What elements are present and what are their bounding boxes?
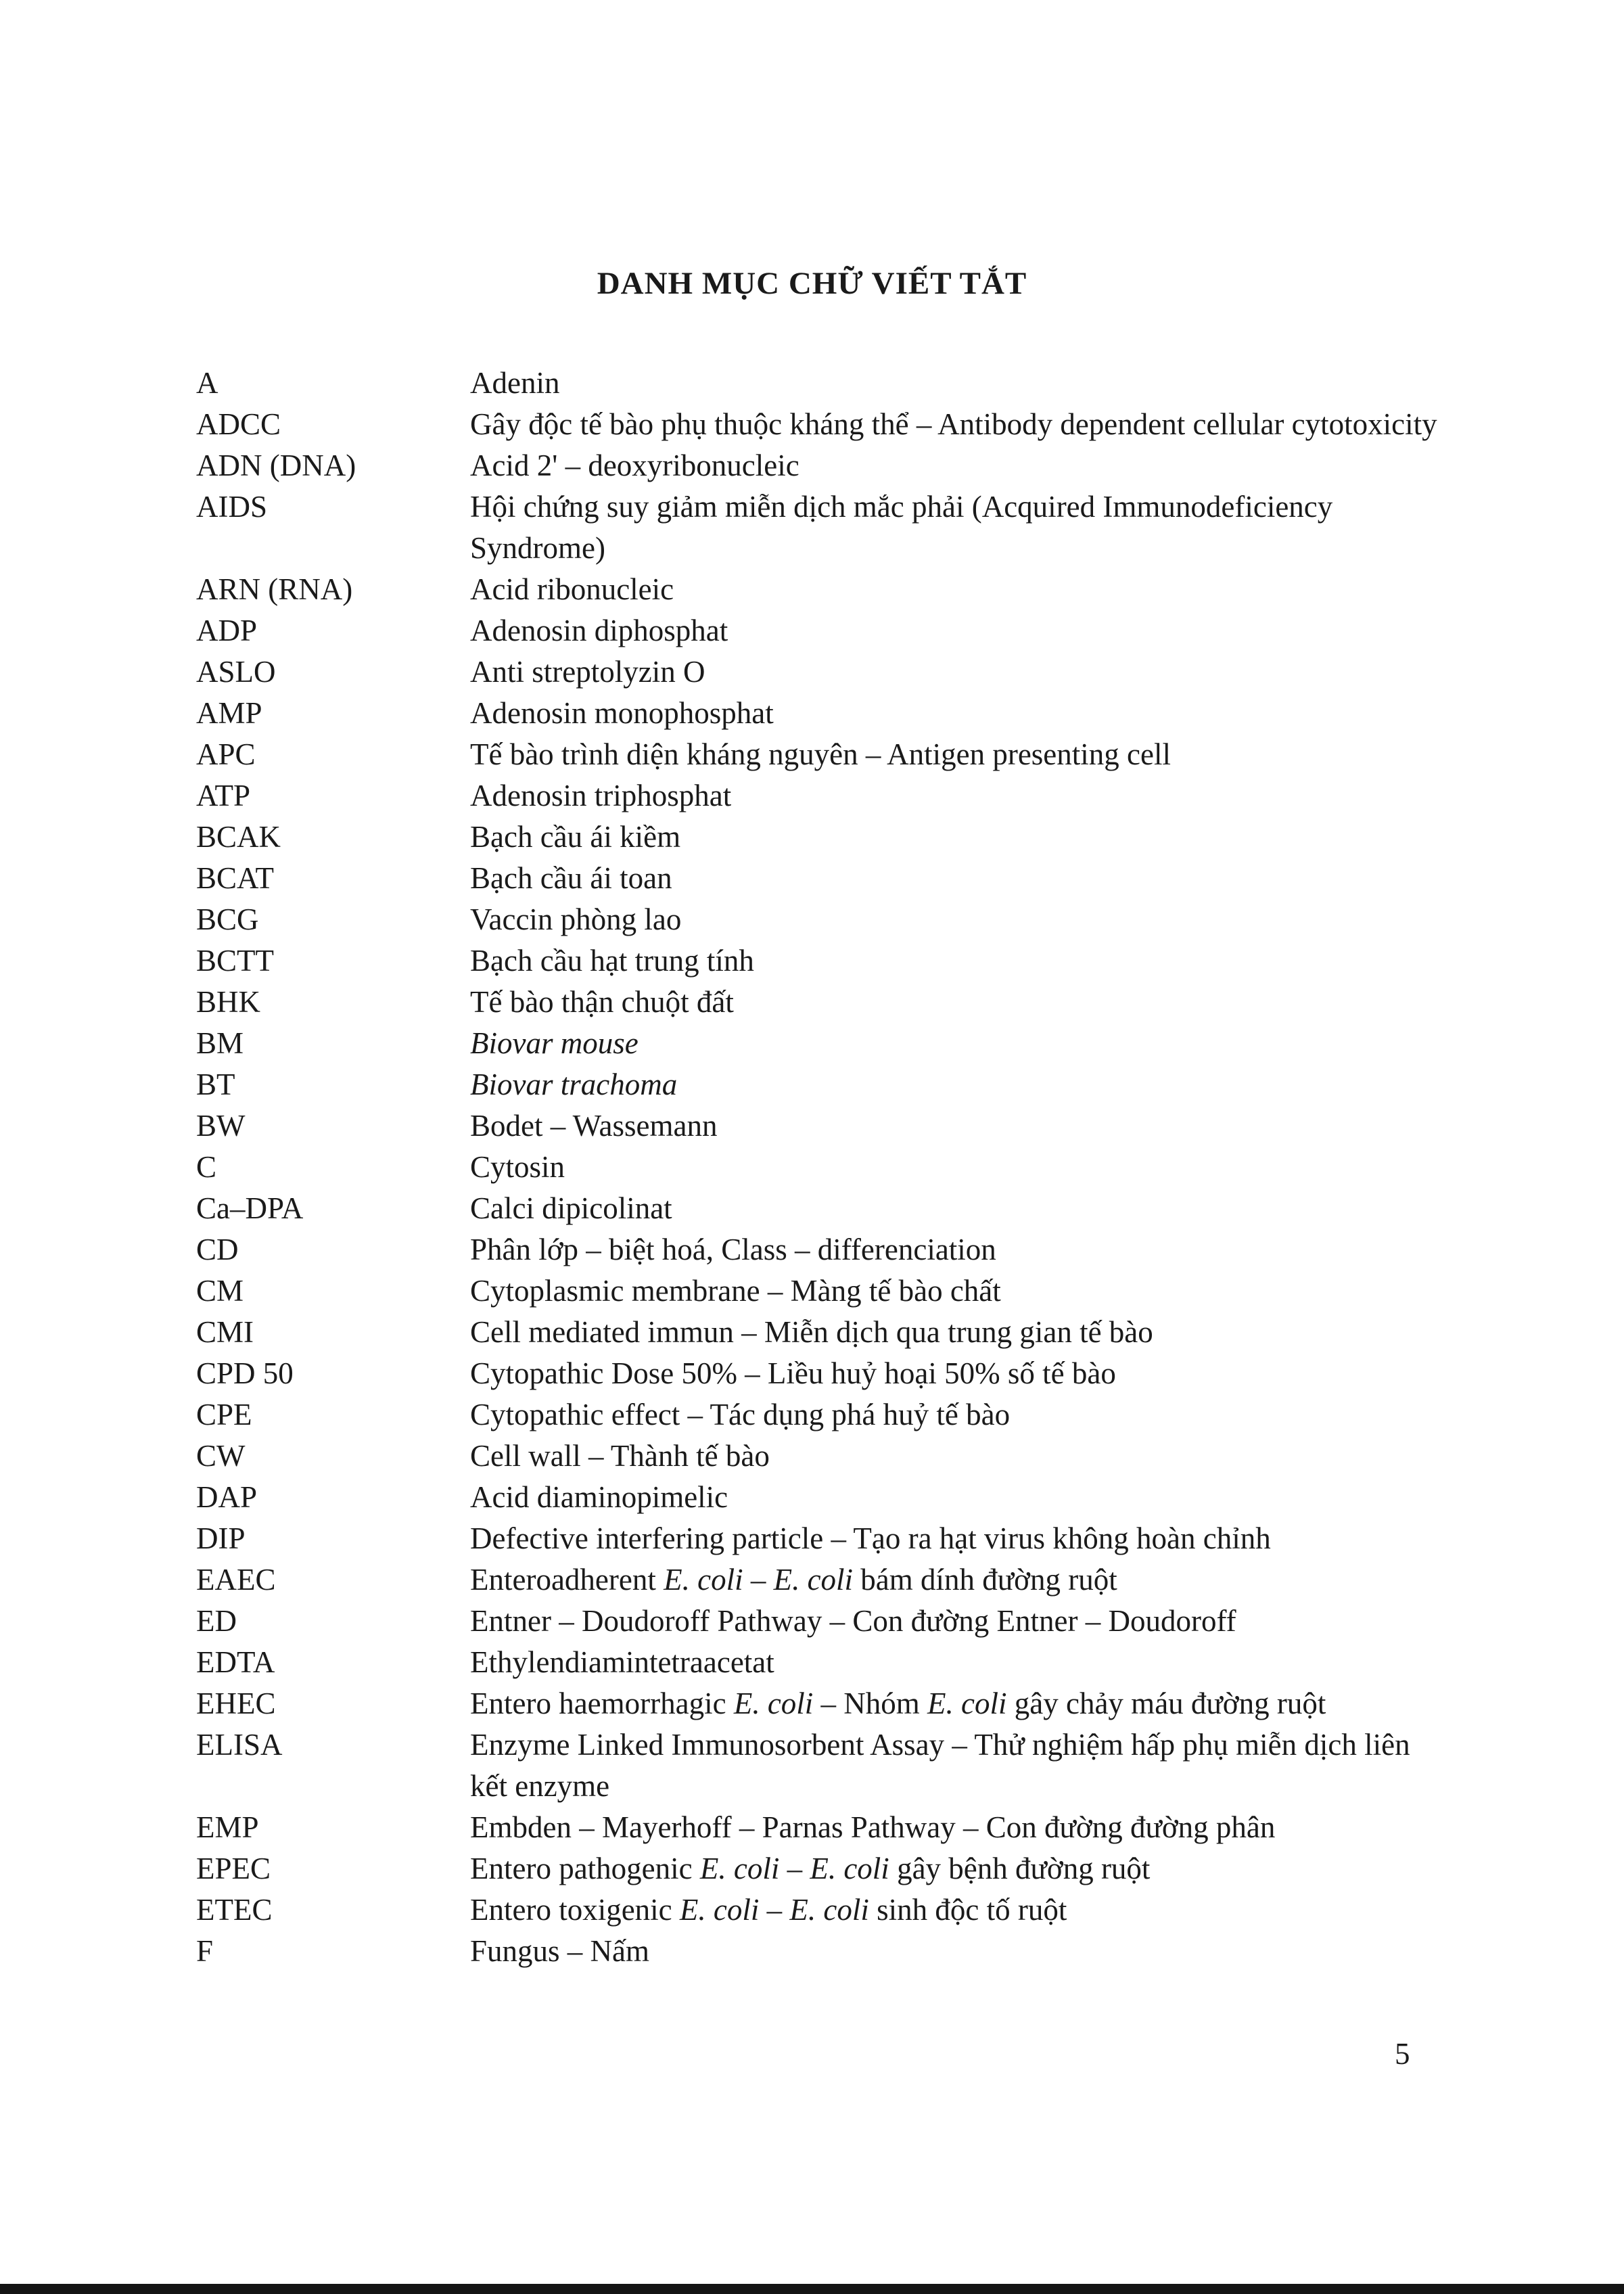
abbreviation-term: CPD 50	[196, 1356, 294, 1390]
abbreviation-definition	[470, 1848, 1447, 1889]
definition-segment: E. coli	[789, 1893, 869, 1927]
abbreviation-row	[196, 610, 1447, 651]
abbreviation-definition	[470, 734, 1447, 775]
abbreviation-row	[196, 1889, 1447, 1931]
abbreviation-definition	[470, 899, 1447, 940]
definition-segment: E. coli	[699, 1852, 780, 1885]
definition-segment: Embden – Mayerhoff – Parnas Pathway – Con đường đường phân	[470, 1810, 1276, 1844]
abbreviation-row	[196, 1023, 1447, 1064]
abbreviation-term: APC	[196, 737, 256, 771]
abbreviation-definition	[470, 1353, 1447, 1394]
abbreviation-definition	[470, 693, 1447, 734]
abbreviation-term: DIP	[196, 1521, 246, 1555]
abbreviation-term: CPE	[196, 1398, 252, 1431]
abbreviation-list	[196, 363, 1447, 1972]
abbreviation-term: BT	[196, 1068, 235, 1101]
abbreviation-row	[196, 1270, 1447, 1312]
abbreviation-row	[196, 1064, 1447, 1105]
abbreviation-definition	[470, 1394, 1447, 1436]
definition-segment: Bạch cầu hạt trung tính	[470, 944, 754, 978]
definition-segment: Acid 2' – deoxyribonucleic	[470, 449, 799, 482]
definition-segment: Bạch cầu ái toan	[470, 861, 672, 895]
abbreviation-row	[196, 1188, 1447, 1229]
abbreviation-term: BCAK	[196, 820, 281, 854]
definition-segment: –	[743, 1563, 774, 1597]
abbreviation-definition	[470, 1147, 1447, 1188]
abbreviation-row	[196, 1518, 1447, 1559]
abbreviation-term: EMP	[196, 1810, 259, 1844]
definition-segment: Ethylendiamintetraacetat	[470, 1645, 774, 1679]
abbreviation-definition	[470, 940, 1447, 982]
definition-segment: Cell wall – Thành tế bào	[470, 1439, 770, 1473]
abbreviation-row	[196, 1601, 1447, 1642]
definition-segment: Cytopathic effect – Tác dụng phá huỷ tế bào	[470, 1398, 1011, 1431]
definition-segment: bám dính đường ruột	[853, 1563, 1117, 1597]
definition-segment: E. coli	[927, 1687, 1007, 1720]
abbreviation-row	[196, 569, 1447, 610]
abbreviation-definition	[470, 1518, 1447, 1559]
abbreviation-definition	[470, 651, 1447, 693]
abbreviation-row	[196, 858, 1447, 899]
definition-segment: Cytosin	[470, 1150, 565, 1184]
abbreviation-row	[196, 1477, 1447, 1518]
definition-segment: Cytoplasmic membrane – Màng tế bào chất	[470, 1274, 1001, 1308]
abbreviation-definition	[470, 363, 1447, 404]
abbreviation-definition	[470, 982, 1447, 1023]
definition-segment: Fungus – Nấm	[470, 1934, 650, 1968]
abbreviation-term: ED	[196, 1604, 237, 1638]
abbreviation-term: ATP	[196, 779, 251, 812]
definition-segment: Vaccin phòng lao	[470, 902, 682, 936]
abbreviation-row	[196, 1848, 1447, 1889]
abbreviation-definition	[470, 817, 1447, 858]
definition-segment: Calci dipicolinat	[470, 1191, 672, 1225]
abbreviation-term: A	[196, 366, 218, 400]
abbreviation-row	[196, 1642, 1447, 1683]
definition-segment: Entero pathogenic	[470, 1852, 700, 1885]
definition-segment: Adenosin diphosphat	[470, 614, 728, 647]
abbreviation-term: BCAT	[196, 861, 275, 895]
abbreviation-row	[196, 1394, 1447, 1436]
abbreviation-definition	[470, 486, 1447, 569]
definition-segment: Bạch cầu ái kiềm	[470, 820, 681, 854]
page-title: DANH MỤC CHỮ VIẾT TẮT	[597, 266, 1027, 301]
abbreviation-definition	[470, 1931, 1447, 1972]
abbreviation-row	[196, 486, 1447, 569]
abbreviation-definition	[470, 610, 1447, 651]
abbreviation-definition	[470, 1312, 1447, 1353]
definition-segment: Biovar mouse	[470, 1026, 639, 1060]
abbreviation-term: Ca–DPA	[196, 1191, 304, 1225]
abbreviation-term: F	[196, 1934, 214, 1968]
definition-segment: gây chảy máu đường ruột	[1006, 1687, 1326, 1720]
abbreviation-definition	[470, 858, 1447, 899]
abbreviation-definition	[470, 1064, 1447, 1105]
definition-segment: Defective interfering particle – Tạo ra hạt virus không hoàn chỉnh	[470, 1521, 1271, 1555]
abbreviation-row	[196, 775, 1447, 817]
abbreviation-term: ADCC	[196, 407, 281, 441]
definition-segment: Cell mediated immun – Miễn dịch qua trung gian tế bào	[470, 1315, 1153, 1349]
abbreviation-definition	[470, 1683, 1447, 1724]
abbreviation-definition	[470, 569, 1447, 610]
abbreviation-term: CW	[196, 1439, 246, 1473]
abbreviation-row	[196, 651, 1447, 693]
abbreviation-term: DAP	[196, 1480, 258, 1514]
definition-segment: Acid ribonucleic	[470, 572, 674, 606]
abbreviation-row	[196, 445, 1447, 486]
abbreviation-definition	[470, 1601, 1447, 1642]
abbreviation-row	[196, 1147, 1447, 1188]
abbreviation-definition	[470, 1807, 1447, 1848]
abbreviation-row	[196, 1229, 1447, 1270]
abbreviation-term: ASLO	[196, 655, 276, 689]
abbreviation-term: ARN (RNA)	[196, 572, 353, 606]
abbreviation-term: ADN (DNA)	[196, 449, 356, 482]
abbreviation-term: EAEC	[196, 1563, 276, 1597]
definition-segment: –	[779, 1852, 810, 1885]
abbreviation-term: AIDS	[196, 490, 268, 524]
abbreviation-term: EHEC	[196, 1687, 276, 1720]
abbreviation-definition	[470, 1724, 1447, 1807]
abbreviation-row	[196, 1312, 1447, 1353]
abbreviation-row	[196, 1559, 1447, 1601]
definition-segment: Anti streptolyzin O	[470, 655, 705, 689]
abbreviation-row	[196, 940, 1447, 982]
abbreviation-row	[196, 1353, 1447, 1394]
definition-segment: Acid diaminopimelic	[470, 1480, 728, 1514]
definition-segment: Biovar trachoma	[470, 1068, 678, 1101]
abbreviation-definition	[470, 1477, 1447, 1518]
definition-segment: Enzyme Linked Immunosorbent Assay – Thử nghiệm hấp phụ miễn dịch liên kết enzyme	[470, 1728, 1410, 1803]
abbreviation-term: CD	[196, 1233, 239, 1266]
abbreviation-definition	[470, 1559, 1447, 1601]
definition-segment: Tế bào thận chuột đất	[470, 985, 734, 1019]
definition-segment: E. coli	[773, 1563, 854, 1597]
abbreviation-term: BCTT	[196, 944, 275, 978]
definition-segment: Bodet – Wassemann	[470, 1109, 718, 1143]
definition-segment: Entner – Doudoroff Pathway – Con đường Entner – Doudoroff	[470, 1604, 1236, 1638]
definition-segment: gây bệnh đường ruột	[889, 1852, 1151, 1885]
definition-segment: Tế bào trình diện kháng nguyên – Antigen presenting cell	[470, 737, 1171, 771]
abbreviation-row	[196, 363, 1447, 404]
abbreviation-row	[196, 693, 1447, 734]
abbreviation-row	[196, 1724, 1447, 1807]
definition-segment: Adenosin monophosphat	[470, 696, 774, 730]
abbreviation-definition	[470, 1188, 1447, 1229]
abbreviation-term: BM	[196, 1026, 244, 1060]
abbreviation-definition	[470, 1229, 1447, 1270]
definition-segment: Gây độc tế bào phụ thuộc kháng thể – Antibody dependent cellular cytotoxicity	[470, 407, 1437, 441]
definition-segment: –	[759, 1893, 790, 1927]
definition-segment: – Nhóm	[813, 1687, 928, 1720]
abbreviation-term: BCG	[196, 902, 259, 936]
abbreviation-row	[196, 1436, 1447, 1477]
abbreviation-row	[196, 817, 1447, 858]
abbreviation-term: BW	[196, 1109, 246, 1143]
abbreviation-row	[196, 1931, 1447, 1972]
abbreviation-term: ELISA	[196, 1728, 283, 1762]
abbreviation-row	[196, 982, 1447, 1023]
abbreviation-definition	[470, 1023, 1447, 1064]
definition-segment: Entero haemorrhagic	[470, 1687, 734, 1720]
abbreviation-term: ETEC	[196, 1893, 273, 1927]
definition-segment: Adenin	[470, 366, 560, 400]
abbreviation-definition	[470, 445, 1447, 486]
abbreviation-term: CM	[196, 1274, 244, 1308]
abbreviation-definition	[470, 1436, 1447, 1477]
abbreviation-row	[196, 1105, 1447, 1147]
definition-segment: E. coli	[679, 1893, 760, 1927]
page-number: 5	[1395, 2037, 1410, 2071]
definition-segment: Hội chứng suy giảm miễn dịch mắc phải (Acquired Immunodeficiency Syndrome)	[470, 490, 1333, 565]
definition-segment: E. coli	[733, 1687, 814, 1720]
definition-segment: Enteroadherent	[470, 1563, 664, 1597]
abbreviation-definition	[470, 1642, 1447, 1683]
abbreviation-row	[196, 734, 1447, 775]
abbreviation-definition	[470, 404, 1447, 445]
abbreviation-term: ADP	[196, 614, 258, 647]
abbreviation-row	[196, 899, 1447, 940]
abbreviation-term: C	[196, 1150, 217, 1184]
abbreviation-term: AMP	[196, 696, 262, 730]
abbreviation-definition	[470, 1889, 1447, 1931]
abbreviation-row	[196, 404, 1447, 445]
definition-segment: E. coli	[810, 1852, 889, 1885]
abbreviation-term: EDTA	[196, 1645, 275, 1679]
definition-segment: Cytopathic Dose 50% – Liều huỷ hoại 50% số tế bào	[470, 1356, 1116, 1390]
definition-segment: Phân lớp – biệt hoá, Class – differenciation	[470, 1233, 996, 1266]
abbreviation-term: EPEC	[196, 1852, 271, 1885]
abbreviation-row	[196, 1683, 1447, 1724]
abbreviation-row	[196, 1807, 1447, 1848]
definition-segment: Adenosin triphosphat	[470, 779, 732, 812]
abbreviation-definition	[470, 1270, 1447, 1312]
abbreviation-term: BHK	[196, 985, 261, 1019]
definition-segment: sinh độc tố ruột	[868, 1893, 1067, 1927]
abbreviation-term: CMI	[196, 1315, 254, 1349]
definition-segment: Entero toxigenic	[470, 1893, 680, 1927]
abbreviation-definition	[470, 1105, 1447, 1147]
abbreviation-definition	[470, 775, 1447, 817]
definition-segment: E. coli	[664, 1563, 743, 1597]
scan-edge	[0, 2284, 1624, 2294]
